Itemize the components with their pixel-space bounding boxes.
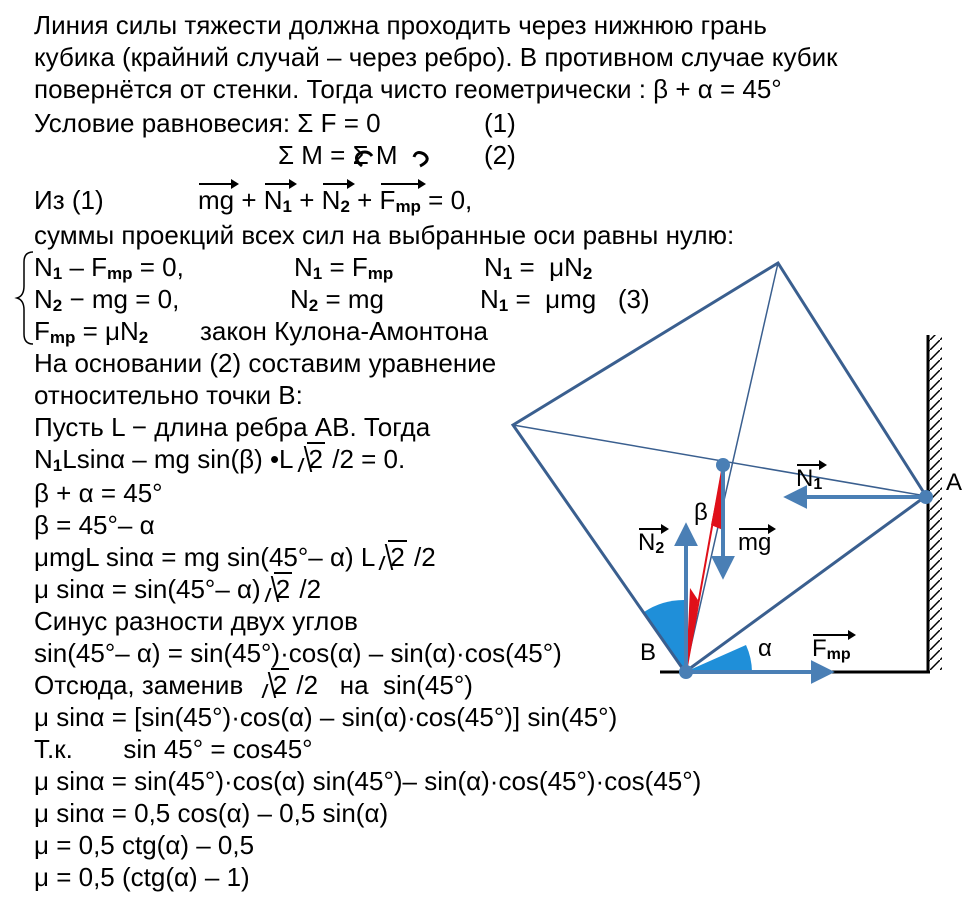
equation-number-1: (1) bbox=[484, 108, 516, 138]
moment-cw-mark bbox=[414, 153, 427, 166]
system-eq-1a: N1 – Fmp = 0, bbox=[34, 252, 184, 283]
label-b: B bbox=[640, 639, 657, 666]
text-line-m8: μ sinα = sin(45°– α) 2 /2 bbox=[34, 574, 322, 604]
text-line-2: кубика (крайний случай – через ребро). В противном случае кубик bbox=[34, 42, 838, 72]
text-line-m10: sin(45°– α) = sin(45°)·cos(α) – sin(α)·cos(45°) bbox=[34, 638, 562, 668]
text-line-m7: μmgL sinα = mg sin(45°– α) L 2 /2 bbox=[34, 542, 436, 572]
text-line-4: Условие равновесия: Σ F = 0 bbox=[34, 108, 381, 138]
text-line-m6: β = 45°– α bbox=[34, 510, 155, 540]
vector-equation: mg + N1 + N2 + Fmp = 0, bbox=[198, 185, 472, 222]
label-n2: N2 bbox=[638, 530, 664, 562]
text-line-1: Линия силы тяжести должна проходить через нижнюю грань bbox=[34, 10, 767, 40]
gravity-line bbox=[686, 465, 723, 672]
moment-equation: Σ M = Σ M bbox=[278, 140, 398, 170]
system-eq-3a: Fmp = μN2 bbox=[34, 316, 149, 347]
text-line-m1: На основании (2) составим уравнение bbox=[34, 348, 497, 378]
system-eq-3b: закон Кулона-Амонтона bbox=[200, 316, 488, 346]
text-line-m5: β + α = 45° bbox=[34, 478, 163, 508]
system-eq-2b: N2 = mg bbox=[290, 284, 384, 315]
text-line-m13: Т.к. sin 45° = cos45° bbox=[34, 734, 313, 764]
from-1-label: Из (1) bbox=[34, 185, 104, 215]
text-line-m15: μ sinα = 0,5 cos(α) – 0,5 sin(α) bbox=[34, 798, 389, 828]
text-line-m11: Отсюда, заменив 2 /2 на sin(45°) bbox=[34, 670, 473, 700]
text-line-m12: μ sinα = [sin(45°)·cos(α) – sin(α)·cos(45°)] sin(45°) bbox=[34, 702, 618, 732]
system-eq-2a: N2 − mg = 0, bbox=[34, 284, 180, 315]
text-line-m16: μ = 0,5 ctg(α) – 0,5 bbox=[34, 830, 255, 860]
moment-equation-n1: N1Lsinα – mg sin(β) •L 2 /2 = 0. bbox=[34, 444, 406, 475]
system-brace bbox=[17, 252, 33, 344]
label-fmp: Fmp bbox=[812, 636, 851, 668]
text-line-m14: μ sinα = sin(45°)·cos(α) sin(45°)– sin(α)·cos(45°)·cos(45°) bbox=[34, 766, 702, 796]
equation-number-2: (2) bbox=[484, 140, 516, 170]
text-line-7: суммы проекций всех сил на выбранные оси равны нулю: bbox=[34, 220, 735, 250]
text-line-m2: относительно точки В: bbox=[34, 380, 303, 410]
system-eq-1b: N1 = Fmp bbox=[294, 252, 394, 283]
point-b bbox=[679, 665, 693, 679]
label-a: A bbox=[946, 469, 963, 496]
system-eq-2c: N1 = μmg (3) bbox=[480, 284, 650, 315]
label-n1: N1 bbox=[796, 466, 822, 498]
label-alpha: α bbox=[758, 635, 772, 662]
text-line-3: повернётся от стенки. Тогда чисто геометрически : β + α = 45° bbox=[34, 74, 782, 104]
label-mg: mg bbox=[738, 529, 772, 556]
center-point bbox=[716, 458, 730, 472]
label-beta: β bbox=[694, 499, 708, 526]
point-a bbox=[919, 490, 933, 504]
system-eq-1c: N1 = μN2 bbox=[484, 252, 593, 283]
text-line-m17: μ = 0,5 (ctg(α) – 1) bbox=[34, 862, 250, 892]
text-line-m9: Синус разности двух углов bbox=[34, 606, 358, 636]
text-line-m3: Пусть L − длина ребра АВ. Тогда bbox=[34, 412, 431, 442]
